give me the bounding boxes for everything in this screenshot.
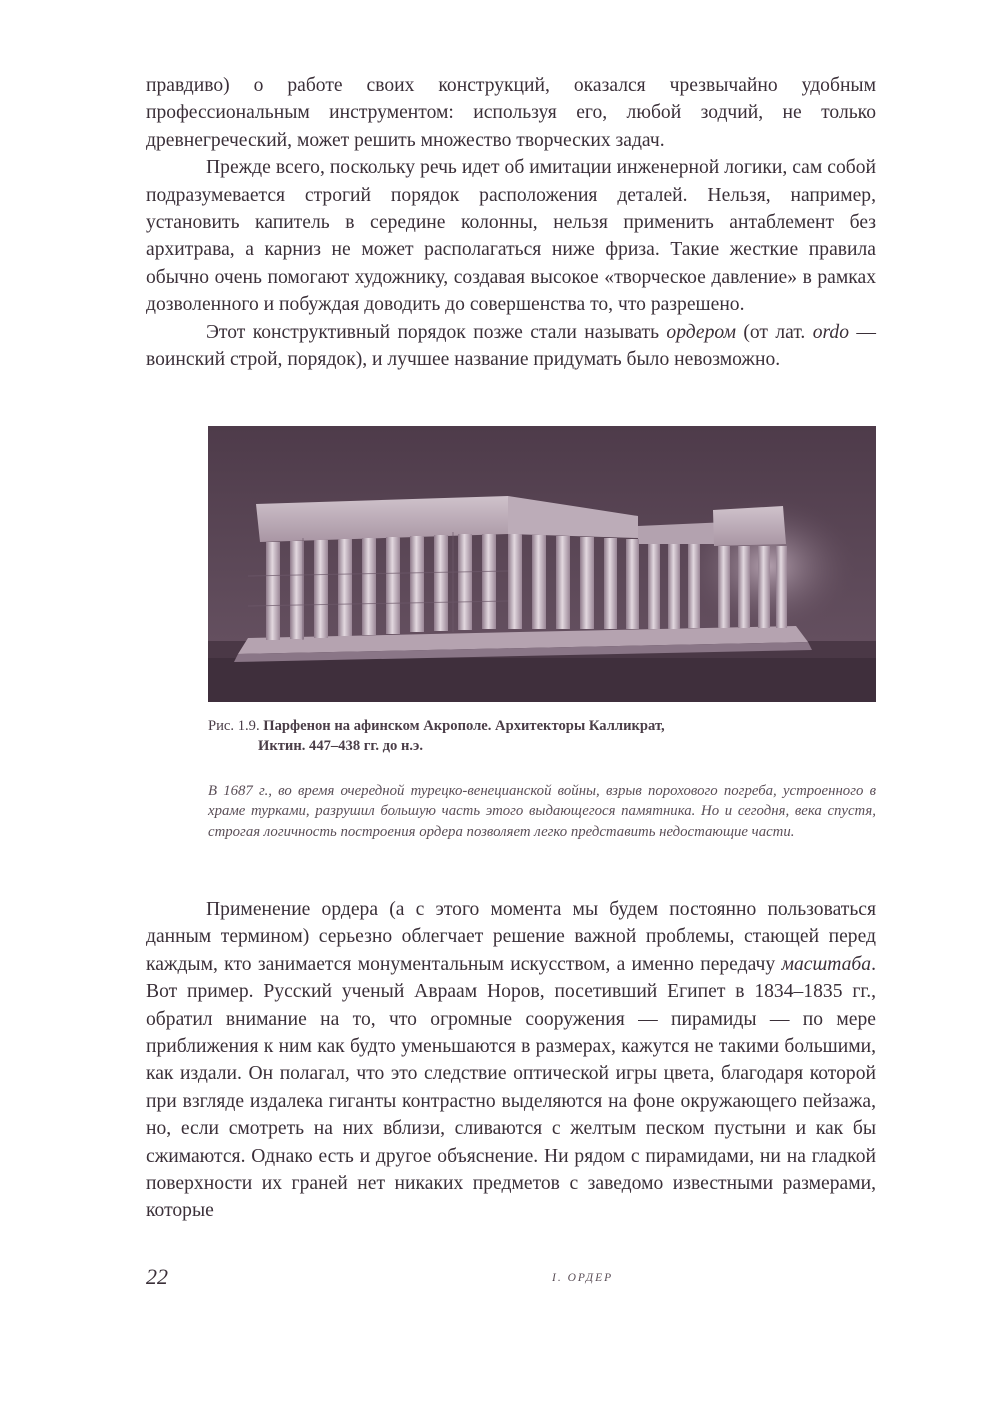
parthenon-photo [208, 426, 876, 702]
term-order-emphasis: ордером [666, 321, 736, 343]
body-text-bottom [146, 896, 876, 1225]
paragraph-order-term [146, 319, 876, 374]
term-ordo-emphasis: ordo [812, 321, 850, 343]
term-scale-emphasis: масштаба [781, 953, 872, 975]
paragraph-order-term-part-b: (от лат. [735, 321, 813, 343]
paragraph-scale-part-a: Применение ордера (а с этого момента мы будем постоянно пользоваться данным термином) серьезно облегчает решение важной проблемы, стающей перед каждым, кто занимается монументальным искусством, а именно передачу [146, 899, 876, 975]
paragraph-order-term-part-c: — воинский строй, порядок), и лучшее название придумать было невозможно. [146, 321, 876, 371]
figure-title-line2: Иктин. 447–438 гг. до н.э. [258, 738, 424, 754]
page-number: 22 [146, 1264, 168, 1289]
figure-caption [208, 716, 876, 756]
running-footer-section: I. ОРДЕР [552, 1272, 614, 1284]
paragraph-order-rules: Прежде всего, поскольку речь идет об имитации инженерной логики, сам собой подразумевается строгий порядок расположения деталей. Нельзя, например, установить капитель в середине колонны, нельзя применить антаблемент без архитрава, а карниз не может располагаться ниже фриза. Такие жесткие правила обычно очень помогают художнику, создавая высокое «творческое давление» в рамках дозволенного и побуждая доводить до совершенства то, что разрешено. [146, 157, 876, 316]
body-text-top [146, 72, 876, 373]
figure-label: Рис. 1.9. [208, 718, 260, 734]
paragraph-continued: правдиво) о работе своих конструкций, оказался чрезвычайно удобным профессиональным инструментом: используя его, любой зодчий, не только древнегреческий, может решить множество творческих задач. [146, 75, 876, 151]
paragraph-scale [146, 896, 876, 1225]
paragraph-scale-part-b: . Вот пример. Русский ученый Авраам Норов, посетивший Египет в 1834–1835 гг., обратил внимание на то, что огромные сооружения — пирамиды — по мере приближения к ним как будто уменьшаются в размерах, кажутся не такими большими, как издали. Он полагал, что это следствие оптической игры цвета, благодаря которой при взгляде издалека гиганты контрастно выделяются на фоне окружающего пейзажа, но, если смотреть на них вблизи, сливаются с желтым песком пустыни и как бы сжимаются. Однако есть и другое объяснение. Ни рядом с пирамидами, ни на гладкой поверхности их граней нет никаких предметов с заведомо известными размерами, которые [146, 953, 876, 1222]
parthenon-illustration [208, 426, 876, 702]
figure-title-line1: Парфенон на афинском Акрополе. Архитекторы Калликрат, [263, 718, 665, 734]
figure-note: В 1687 г., во время очередной турецко-венецианской войны, взрыв порохового погреба, устроенного в храме турками, разрушил большую часть этого выдающегося памятника. Но и сегодня, века спустя, строгая логичность построения ордера позволяет легко представить недостающие части. [208, 783, 876, 840]
paragraph-order-term-part-a: Этот конструктивный порядок позже стали называть [206, 321, 667, 343]
